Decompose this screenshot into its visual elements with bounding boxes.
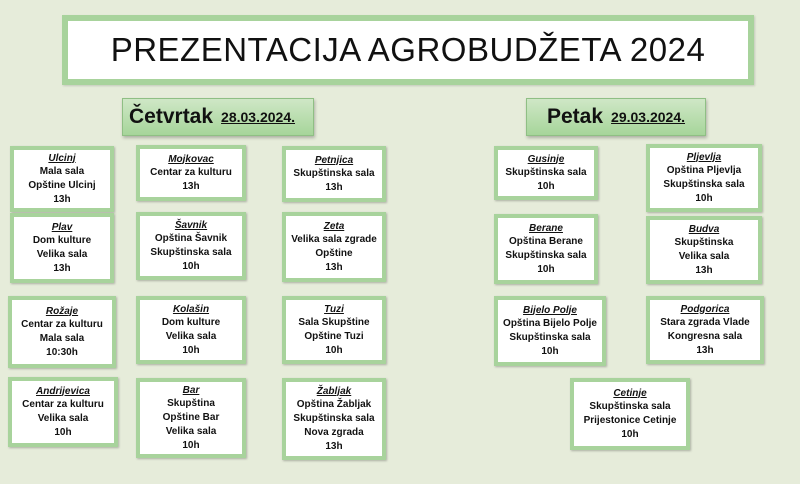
time-line: 13h: [696, 344, 714, 356]
venue-line: Opština Bijelo Polje: [503, 317, 597, 329]
time-line: 10h: [182, 344, 200, 356]
city-card-tuzi: [282, 296, 386, 364]
time-line: 13h: [325, 440, 343, 452]
time-line: 10h: [182, 439, 200, 451]
time-line: 10h: [54, 426, 72, 438]
city-name: Šavnik: [174, 219, 208, 231]
venue-line: Nova zgrada: [304, 426, 364, 438]
time-line: 13h: [53, 262, 71, 274]
venue-line: Velika sala: [165, 425, 217, 437]
time-line: 13h: [182, 180, 200, 192]
venue-line: Sala Skupštine: [298, 316, 370, 328]
time-line: 10h: [541, 345, 559, 357]
venue-line: Skupštinska sala: [293, 412, 375, 424]
city-name: Rožaje: [45, 305, 79, 317]
venue-line: Stara zgrada Vlade: [660, 316, 750, 328]
city-name: Zeta: [323, 220, 345, 232]
venue-line: Prijestonice Cetinje: [583, 414, 677, 426]
venue-line: Skupštinska sala: [663, 178, 745, 190]
time-line: 13h: [325, 181, 343, 193]
city-name: Bar: [182, 384, 200, 396]
city-card-zeta: [282, 212, 386, 282]
venue-line: Centar za kulturu: [22, 398, 104, 410]
day-header-thursday: [122, 98, 314, 136]
day-date: 28.03.2024.: [221, 109, 296, 125]
city-card-mojkovac: [136, 145, 246, 201]
venue-line: Opština Pljevlja: [666, 164, 742, 176]
day-date: 29.03.2024.: [611, 109, 686, 125]
venue-line: Skupštinska sala: [293, 167, 375, 179]
city-card-savnik: [136, 212, 246, 280]
city-card-bar: [136, 378, 246, 458]
city-card-ulcinj: [10, 146, 114, 212]
venue-line: Skupštinska sala: [589, 400, 671, 412]
venue-line: Velika sala: [37, 412, 89, 424]
city-card-bijelo-polje: [494, 296, 606, 366]
city-name: Kolašin: [172, 303, 210, 315]
time-line: 10h: [621, 428, 639, 440]
time-line: 10h: [182, 260, 200, 272]
city-card-pljevlja: [646, 144, 762, 212]
venue-line: Velika sala: [678, 250, 730, 262]
time-line: 10h: [325, 344, 343, 356]
venue-line: Opštine: [315, 247, 353, 259]
venue-line: Mala sala: [39, 165, 85, 177]
venue-line: Velika sala: [36, 248, 88, 260]
venue-line: Opština Šavnik: [154, 232, 228, 244]
title-banner: [62, 15, 754, 85]
city-name: Mojkovac: [168, 153, 214, 165]
venue-line: Velika sala zgrade: [291, 233, 377, 245]
venue-line: Skupština: [167, 397, 215, 409]
city-name: Berane: [529, 222, 563, 234]
city-card-petnjica: [282, 146, 386, 202]
time-line: 10h: [695, 192, 713, 204]
city-card-podgorica: [646, 296, 764, 364]
venue-line: Skupštinska sala: [509, 331, 591, 343]
venue-line: Centar za kulturu: [21, 318, 103, 330]
city-card-zabljak: [282, 378, 386, 460]
city-card-rozaje: [8, 296, 116, 368]
venue-line: Mala sala: [39, 332, 85, 344]
venue-line: Velika sala: [165, 330, 217, 342]
city-name: Cetinje: [613, 387, 647, 399]
day-name: Četvrtak: [129, 105, 214, 128]
city-name: Tuzi: [324, 303, 344, 315]
city-name: Budva: [688, 223, 720, 235]
venue-line: Dom kulture: [161, 316, 221, 328]
city-card-gusinje: [494, 146, 598, 200]
city-card-kolasin: [136, 296, 246, 364]
city-name: Bijelo Polje: [523, 304, 577, 316]
day-header-friday: [526, 98, 706, 136]
venue-line: Opštine Bar: [162, 411, 220, 423]
time-line: 13h: [325, 261, 343, 273]
time-line: 10h: [537, 263, 555, 275]
city-name: Žabljak: [316, 385, 352, 397]
city-card-cetinje: [570, 378, 690, 450]
city-name: Petnjica: [314, 154, 354, 166]
venue-line: Centar za kulturu: [150, 166, 232, 178]
venue-line: Skupštinska sala: [505, 249, 587, 261]
day-name: Petak: [547, 105, 604, 128]
venue-line: Opštine Ulcinj: [28, 179, 96, 191]
page-title: PREZENTACIJA AGROBUDŽETA 2024: [110, 31, 706, 68]
time-line: 10:30h: [46, 346, 78, 358]
city-name: Gusinje: [527, 153, 565, 165]
venue-line: Kongresna sala: [667, 330, 743, 342]
city-card-berane: [494, 214, 598, 284]
time-line: 13h: [53, 193, 71, 205]
city-name: Pljevlja: [686, 151, 722, 163]
city-name: Podgorica: [680, 303, 730, 315]
city-name: Ulcinj: [48, 152, 76, 164]
venue-line: Opština Žabljak: [296, 398, 372, 410]
venue-line: Skupštinska: [674, 236, 734, 248]
time-line: 13h: [695, 264, 713, 276]
city-card-budva: [646, 216, 762, 284]
city-card-plav: [10, 213, 114, 283]
city-name: Andrijevica: [36, 385, 90, 397]
time-line: 10h: [537, 180, 555, 192]
city-card-andrijevica: [8, 377, 118, 447]
venue-line: Skupštinska sala: [150, 246, 232, 258]
venue-line: Opština Berane: [509, 235, 583, 247]
city-name: Plav: [51, 221, 73, 233]
venue-line: Dom kulture: [32, 234, 92, 246]
venue-line: Skupštinska sala: [505, 166, 587, 178]
venue-line: Opštine Tuzi: [304, 330, 364, 342]
